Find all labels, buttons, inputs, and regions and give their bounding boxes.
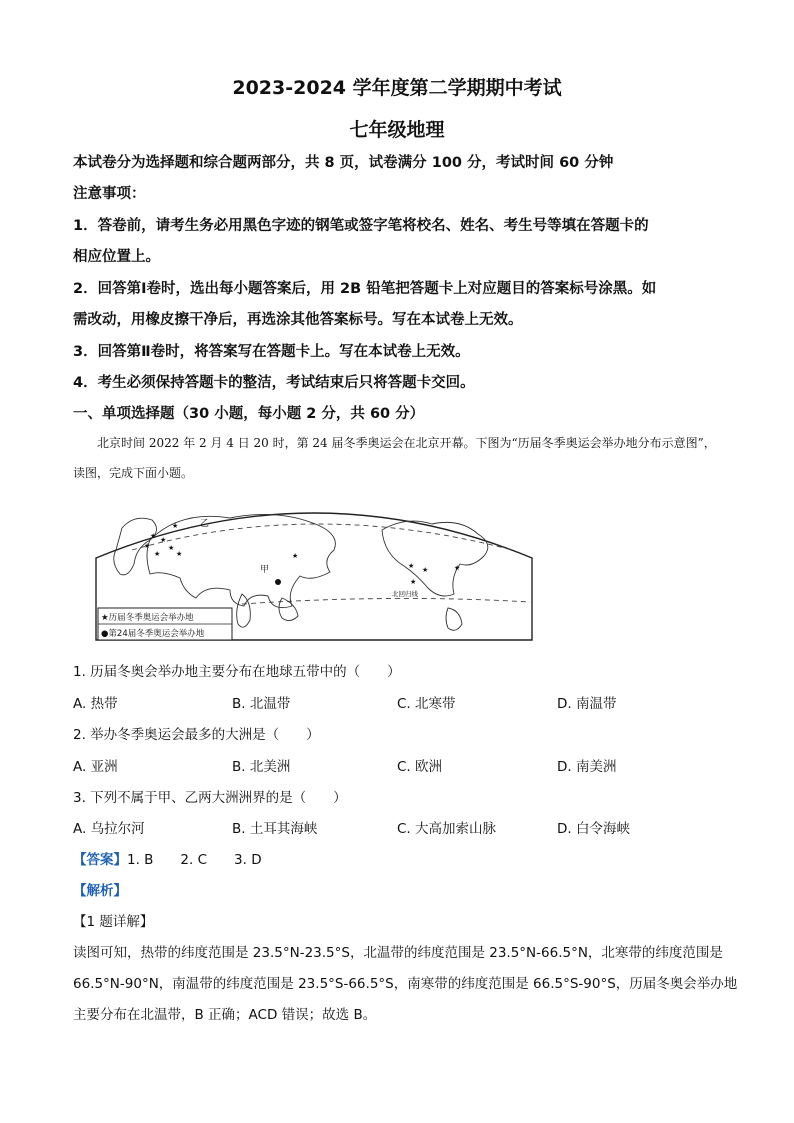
svg-text:★: ★: [144, 542, 151, 550]
detail-tag: 【1 题详解】: [73, 914, 154, 930]
label-yi: 乙: [200, 519, 210, 529]
svg-text:★: ★: [150, 532, 157, 540]
label-jia: 甲: [260, 565, 270, 575]
analysis-line-2: 66.5°N-90°N，南温带的纬度范围是 23.5°S-66.5°S，南寒带的纬度范围是 66.5°S-90°S，历届冬奥会举办地: [73, 976, 738, 992]
question-1-option-a: A. 热带: [73, 696, 118, 712]
legend-dot-text: ●第24届冬季奥运会举办地: [101, 629, 205, 639]
question-3-stem: 3. 下列不属于甲、乙两大洲洲界的是（ ）: [73, 790, 347, 806]
question-1-option-b: B. 北温带: [232, 696, 291, 712]
question-3-option-d: D. 白令海峡: [557, 821, 630, 837]
analysis-line-1: 读图可知，热带的纬度范围是 23.5°N-23.5°S，北温带的纬度范围是 23.5°N-66.5°N，北寒带的纬度范围是: [73, 945, 723, 961]
question-1-option-c: C. 北寒带: [397, 696, 456, 712]
exam-title: 2023-2024 学年度第二学期期中考试: [232, 77, 562, 99]
question-3-option-b: B. 土耳其海峡: [232, 821, 318, 837]
svg-text:★: ★: [408, 562, 415, 570]
exam-subject: 七年级地理: [349, 119, 445, 141]
notice-item-3: 3．回答第Ⅱ卷时，将答案写在答题卡上。写在本试卷上无效。: [73, 344, 470, 360]
notice-item-2-line-1: 2．回答第Ⅰ卷时，选出每小题答案后，用 2B 铅笔把答题卡上对应题目的答案标号涂黑。如: [73, 281, 657, 297]
notice-item-1-line-1: 1．答卷前，请考生务必用黑色字迹的钢笔或签字笔将校名、姓名、考生号等填在答题卡的: [73, 218, 649, 234]
notice-item-1-line-2: 相应位置上。: [73, 249, 160, 265]
svg-text:★: ★: [172, 522, 179, 530]
question-2-stem: 2. 举办冬季奥运会最多的大洲是（ ）: [73, 727, 320, 743]
question-2-option-d: D. 南美洲: [557, 759, 617, 775]
winter-olympics-map: [92, 498, 536, 644]
svg-text:★: ★: [168, 544, 175, 552]
question-3-option-a: A. 乌拉尔河: [73, 821, 145, 837]
svg-text:★: ★: [410, 578, 417, 586]
label-tropic: 北回归线: [392, 590, 418, 598]
svg-text:★: ★: [422, 566, 429, 574]
svg-text:★: ★: [176, 550, 183, 558]
question-2-option-a: A. 亚洲: [73, 759, 118, 775]
section-1-intro: 北京时间 2022 年 2 月 4 日 20 时，第 24 届冬季奥运会在北京开幕。下图为“历届冬季奥运会举办地分布示意图”，读图，完成下面小题。: [73, 436, 716, 480]
question-2-option-b: B. 北美洲: [232, 759, 291, 775]
notice-heading: 注意事项：: [73, 186, 146, 202]
question-2-option-c: C. 欧洲: [397, 759, 443, 775]
answer-line: [73, 848, 262, 868]
analysis-tag: [73, 879, 127, 899]
svg-text:★: ★: [160, 536, 167, 544]
question-3-option-c: C. 大高加索山脉: [397, 821, 497, 837]
notice-item-4: 4．考生必须保持答题卡的整洁，考试结束后只将答题卡交回。: [73, 375, 475, 391]
answer-tag: 【答案】: [73, 852, 127, 868]
legend-star-text: ★历届冬季奥运会举办地: [101, 613, 194, 623]
svg-text:★: ★: [154, 550, 161, 558]
question-1-option-d: D. 南温带: [557, 696, 617, 712]
notice-item-2-line-2: 需改动，用橡皮擦干净后，再选涂其他答案标号。写在本试卷上无效。: [73, 312, 523, 328]
beijing-dot: [275, 579, 281, 585]
exam-summary: 本试卷分为选择题和综合题两部分，共 8 页，试卷满分 100 分，考试时间 60 分钟: [73, 155, 614, 171]
svg-text:★: ★: [292, 552, 299, 560]
section-1-heading: 一、单项选择题（30 小题，每小题 2 分，共 60 分）: [73, 406, 425, 422]
analysis-line-3: 主要分布在北温带，B 正确；ACD 错误；故选 B。: [73, 1007, 377, 1023]
question-1-stem: 1. 历届冬奥会举办地主要分布在地球五带中的（ ）: [73, 664, 401, 680]
svg-text:★: ★: [454, 564, 461, 572]
analysis-tag-text: 【解析】: [73, 883, 127, 899]
answer-values: 1. B 2. C 3. D: [127, 852, 262, 868]
